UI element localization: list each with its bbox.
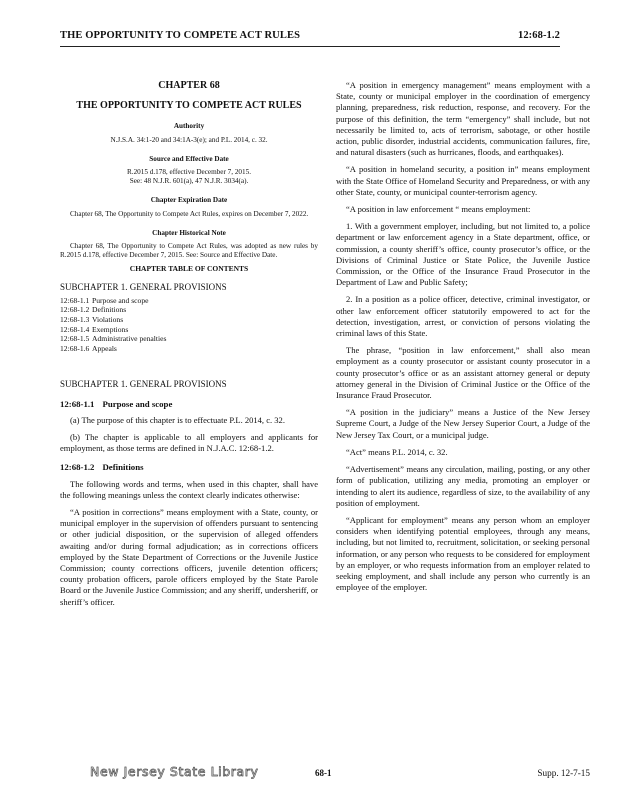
subchapter-heading: SUBCHAPTER 1. GENERAL PROVISIONS	[60, 379, 227, 390]
running-header	[60, 30, 560, 47]
definition-law-enforcement-intro: “A position in law enforcement “ means employment:	[346, 204, 531, 215]
definition-applicant: “Applicant for employment” means any person whom an employer considers when identifying potential employees, through any means, including, but not limited to, recruitment, solicitation, or seeking personal information, or any person who requests to be considered for employment by an employer, or who requests information from an employer related to seeking employment, and shall include any person who currently is an employee of the employer.	[336, 514, 590, 593]
toc-entry[interactable]	[60, 315, 318, 325]
definition-law-enforcement-phrase: The phrase, “position in law enforcement,” shall also mean employment as a county prosecutor or assistant county prosecutor in a county prosecutor’s office or as an assistant attorney general or deputy attorney general in the Division of Criminal Justice or the Office of the Insurance Fraud Prosecutor.	[336, 345, 590, 401]
table-of-contents	[60, 296, 318, 354]
definition-homeland-security: “A position in homeland security, a position in” means employment with the State Office of Homeland Security and Preparedness, or with any other State, county, or municipal counter-terrorism agency.	[336, 164, 590, 197]
definition-advertisement: “Advertisement” means any circulation, mailing, posting, or any other form of publication, utilizing any media, promoting an employer or intending to alert its audience, regardless of size, to the availability of any position of employment.	[336, 464, 590, 508]
section-number: 12:68-1.1	[60, 398, 95, 409]
definition-law-enforcement-2: 2. In a position as a police officer, detective, criminal investigator, or other law enforcement officer statutorily empowered to act for the detection, investigation, arrest, or conviction of persons violating the criminal laws of this State.	[336, 294, 590, 339]
definition-judiciary: “A position in the judiciary” means a Justice of the New Jersey Supreme Court, a Judge of the New Jersey Superior Court, a Judge of the New Jersey Tax Court, or a municipal judge.	[336, 407, 590, 440]
definition-act: “Act” means P.L. 2014, c. 32.	[346, 446, 448, 457]
toc-subchapter: SUBCHAPTER 1. GENERAL PROVISIONS	[60, 281, 227, 292]
toc-entry[interactable]	[60, 334, 318, 344]
authority-text: N.J.S.A. 34:1-20 and 34:1A-3(e); and P.L. 2014, c. 32.	[110, 135, 268, 144]
toc-title: Administrative penalties	[92, 334, 167, 344]
toc-heading: CHAPTER TABLE OF CONTENTS	[129, 264, 249, 274]
toc-title: Definitions	[92, 305, 127, 315]
historical-note-text: Chapter 68, The Opportunity to Compete Act Rules, was adopted as new rules by R.2015 d.178, effective December 7, 2015. See: Source and Effective Date.	[60, 242, 318, 260]
toc-number: 12:68-1.1	[60, 295, 90, 305]
supplement-date: Supp. 12-7-15	[537, 768, 590, 778]
definitions-intro: The following words and terms, when used in this chapter, shall have the following meanings unless the context clearly indicates otherwise:	[60, 478, 318, 500]
toc-title: Exemptions	[92, 324, 129, 334]
section-heading-1-1	[60, 399, 318, 410]
left-column	[60, 80, 318, 614]
source-line-1: R.2015 d.178, effective December 7, 2015.	[126, 168, 252, 177]
toc-title: Purpose and scope	[92, 295, 149, 305]
toc-number: 12:68-1.5	[60, 334, 90, 344]
toc-title: Appeals	[92, 343, 117, 353]
historical-note-heading: Chapter Historical Note	[152, 228, 226, 237]
library-logo: New Jersey State Library	[90, 764, 259, 779]
section-1-1-para-b: (b) The chapter is applicable to all employers and applicants for employment, as those terms are defined in N.J.A.C. 12:68-1.2.	[60, 432, 318, 454]
source-text	[60, 168, 318, 186]
source-line-2: See: 48 N.J.R. 601(a), 47 N.J.R. 3034(a).	[129, 177, 249, 186]
toc-title: Violations	[92, 315, 124, 325]
toc-entry[interactable]	[60, 305, 318, 315]
section-heading-1-2	[60, 462, 318, 473]
section-1-1-para-a: (a) The purpose of this chapter is to effectuate P.L. 2014, c. 32.	[70, 414, 285, 425]
toc-entry[interactable]	[60, 296, 318, 306]
definition-corrections: “A position in corrections” means employment with a State, county, or municipal employer in the supervision of offenders pursuant to sentencing or other judicial disposition, or the supervision of alleged offenders awaiting and/or during formal adjudication; as in corrections officers employed by the State Department of Corrections or the Juvenile Justice Commission; county corrections officers, juvenile detention officers; county probation officers, parole officers employed by the State Parole Board or the Juvenile Justice Commission; and any sheriff, undersheriff, or sheriff’s officer.	[60, 507, 318, 607]
chapter-title: THE OPPORTUNITY TO COMPETE ACT RULES	[76, 100, 302, 112]
definition-emergency-management: “A position in emergency management” means employment with a State, county or municipal employer in the coordination of emergency planning, preparedness, risk reduction, response, and recovery. For the purpose of this definition, the term “emergency” shall include, but not necessarily be limited to, acts of terrorism, sabotage, or other hostile action, public disorder, industrial accidents, communication failures, fire, and natural disasters (such as hurricanes, floods, and earthquakes).	[336, 80, 590, 158]
chapter-label: CHAPTER 68	[158, 80, 220, 91]
header-section-range: 12:68-1.2	[517, 30, 560, 41]
right-column	[336, 80, 590, 599]
expiration-text: Chapter 68, The Opportunity to Compete Act Rules, expires on December 7, 2022.	[70, 209, 309, 218]
toc-number: 12:68-1.4	[60, 324, 90, 334]
section-title: Definitions	[102, 462, 144, 473]
toc-number: 12:68-1.3	[60, 315, 90, 325]
page-footer	[60, 764, 590, 788]
section-title: Purpose and scope	[102, 398, 173, 409]
toc-number: 12:68-1.2	[60, 305, 90, 315]
toc-entry[interactable]	[60, 344, 318, 354]
header-title: THE OPPORTUNITY TO COMPETE ACT RULES	[60, 30, 301, 41]
section-number: 12:68-1.2	[60, 462, 95, 473]
authority-heading: Authority	[173, 122, 205, 131]
definition-law-enforcement-1: 1. With a government employer, including, but not limited to, a police department or law enforcement agency in a State department, office, or commission, a county sheriff’s office, county prosecutor’s office, or the Divisions of Criminal Justice or State Police, the Juvenile Justice Commission, or the Office of the Insurance Fraud Prosecutor in the Department of Law and Public Safety;	[336, 221, 590, 288]
page-number: 68-1	[315, 768, 332, 778]
toc-number: 12:68-1.6	[60, 343, 90, 353]
expiration-heading: Chapter Expiration Date	[150, 196, 228, 205]
source-heading: Source and Effective Date	[149, 154, 229, 163]
toc-entry[interactable]	[60, 325, 318, 335]
